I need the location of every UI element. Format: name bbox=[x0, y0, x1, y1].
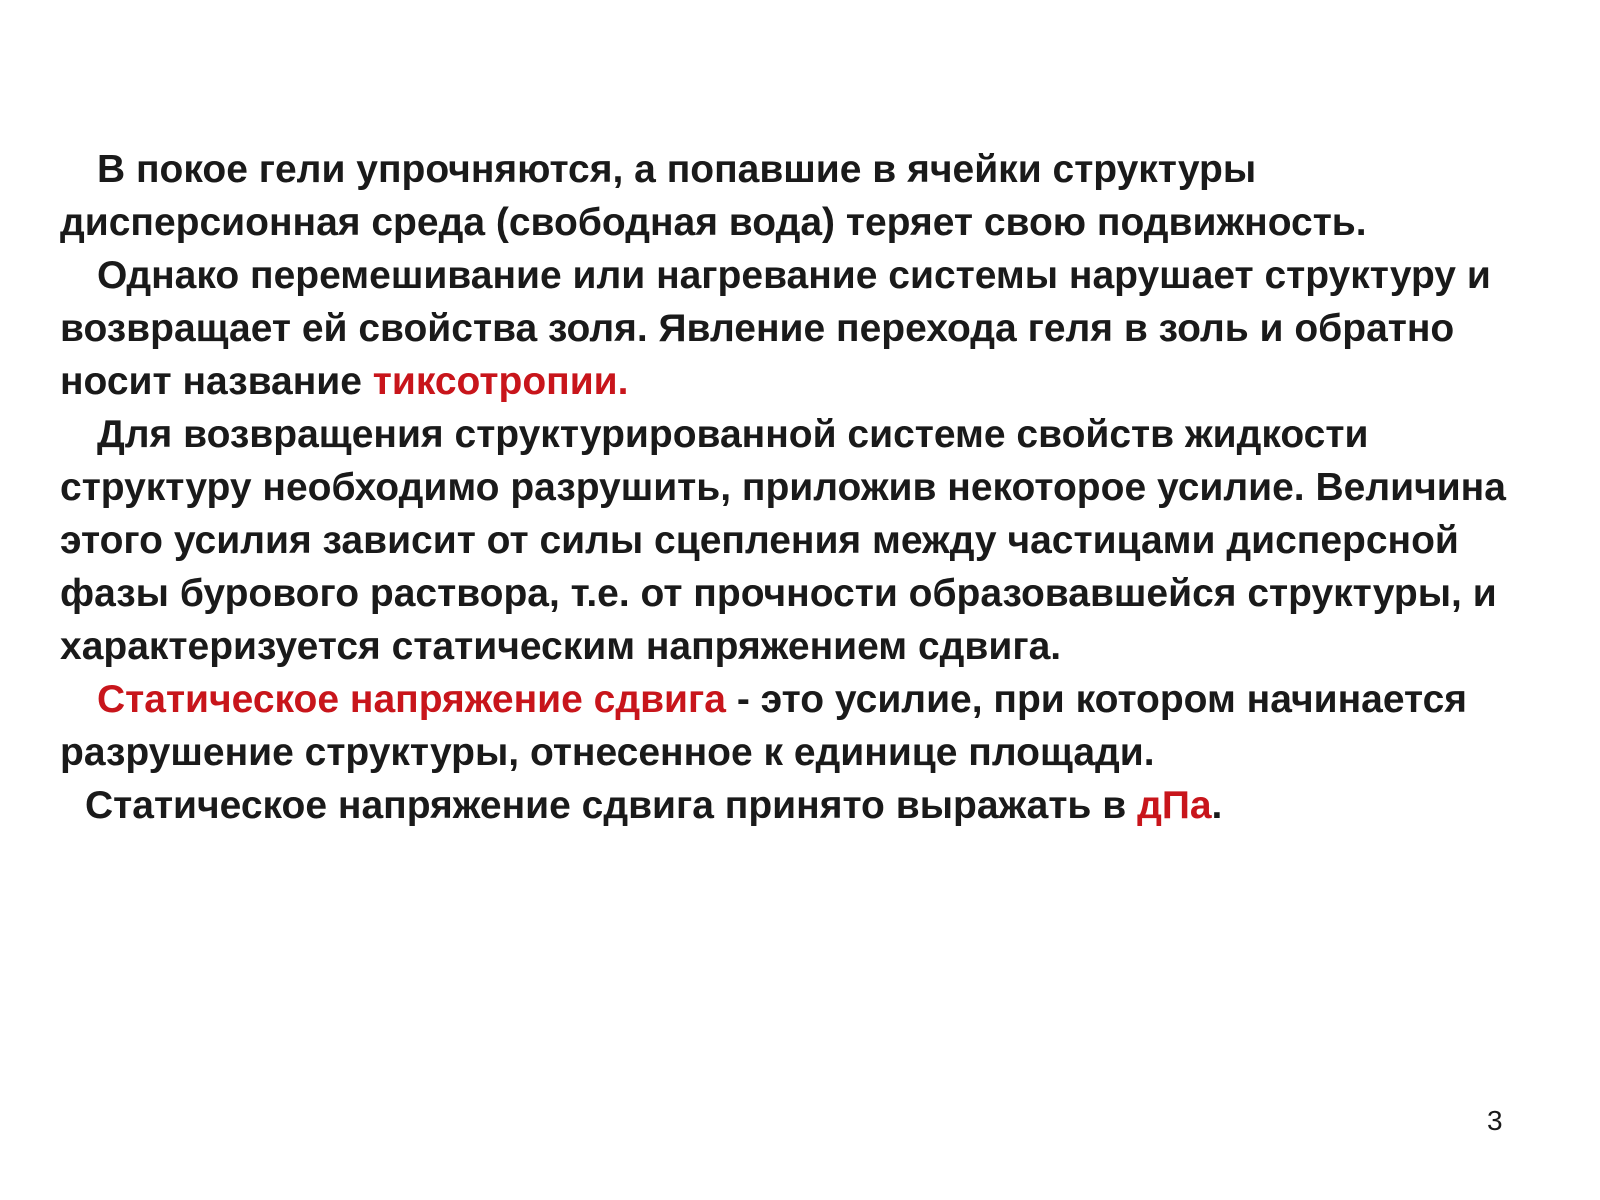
paragraph-thixotropy bbox=[60, 249, 1560, 408]
paragraph-text: В покое гели упрочняются, а попавшие в ячейки структуры дисперсионная среда (свободная вода) теряет свою подвижность. bbox=[60, 148, 1367, 244]
paragraph-text: Для возвращения структурированной системе свойств жидкости структуру необходимо разрушить, приложив некоторое усилие. Величина этого усилия зависит от силы сцепления между частицами дисперсной фазы бурового раствора, т.е. от прочности образовавшейся структуры, и характеризуется статическим напряжением сдвига. bbox=[60, 413, 1506, 668]
paragraph-text: - это усилие, при котором начинается разрушение структуры, отнесенное к единице площади. bbox=[60, 678, 1468, 774]
paragraph-units bbox=[60, 779, 1560, 832]
term-thixotropy: тиксотропии. bbox=[372, 360, 629, 403]
paragraph-text: Статическое напряжение сдвига принято выражать в bbox=[85, 784, 1138, 827]
paragraph-structure-destruction bbox=[60, 408, 1560, 673]
term-unit-dpa: дПа bbox=[1137, 784, 1212, 827]
paragraph-punctuation: . bbox=[1211, 784, 1223, 827]
paragraph-gel-rest bbox=[60, 143, 1560, 249]
slide-body bbox=[60, 143, 1560, 832]
term-static-shear-stress: Статическое напряжение сдвига bbox=[97, 678, 726, 721]
page-number: 3 bbox=[1487, 1105, 1503, 1136]
paragraph-static-shear-definition bbox=[60, 673, 1560, 779]
paragraph-text: Однако перемешивание или нагревание системы нарушает структуру и возвращает ей свойства золя. Явление перехода геля в золь и обратно носит название bbox=[60, 254, 1491, 403]
